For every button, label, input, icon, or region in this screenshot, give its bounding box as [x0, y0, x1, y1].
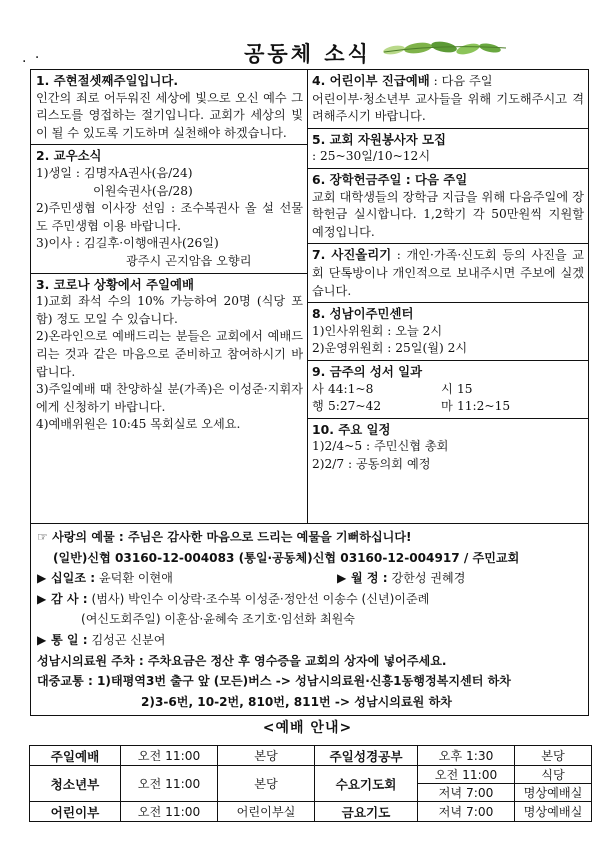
thanks-names: (범사) 박인수 이상락·조수복 이성준·정안선 이송수 (신년)이준례 — [91, 591, 430, 606]
worship-guide-title: <예배 안내> — [262, 720, 353, 736]
section-heading: 8. 성남이주민센터 — [312, 306, 414, 322]
news-section-9 — [307, 360, 588, 418]
book-abbr: 행 — [312, 399, 324, 414]
service-time: 오후 1:30 — [418, 746, 515, 766]
news-section-3 — [31, 273, 307, 436]
pointing-hand-icon: ☞ — [37, 530, 48, 544]
news-section-4 — [307, 70, 588, 128]
offering-love-text: 사랑의 예물 : 주님은 감사한 마음으로 드리는 예물을 기뻐하십니다! — [52, 530, 412, 544]
section-heading: 9. 금주의 성서 일과 — [312, 363, 423, 379]
transit-label: 대중교통 : — [37, 674, 93, 689]
section-heading: 3. 코로나 상황에서 주일예배 — [36, 276, 194, 292]
news-section-1 — [31, 70, 307, 144]
unity-label: 통 일 : — [51, 632, 88, 647]
leaf-decoration-icon — [380, 36, 510, 60]
transit-route-1: 1)태평역3번 출구 앞 (모든)버스 -> 성남시의료원·신흥1동행정복지센터 하차 — [97, 674, 511, 689]
news-section-5 — [307, 128, 588, 168]
section-body: 교회 대학생들의 장학금 지급을 위해 다음주일에 장학헌금 실시합니다. 1,2학기 각 50만원씩 지원할 예정입니다. — [312, 189, 584, 239]
thanks-label: 감 사 : — [51, 591, 88, 606]
page-title: 공동체 소식 — [244, 42, 371, 66]
service-place: 본당 — [515, 746, 592, 766]
verse-ref: 5:27~42 — [328, 399, 382, 414]
news-section-6 — [307, 168, 588, 243]
book-abbr: 마 — [441, 399, 453, 414]
table-row — [30, 746, 592, 766]
news-section-2 — [31, 144, 307, 272]
section-body: : 개인·가족·신도회 등의 사진을 교회 단톡방이나 개인적으로 보내주시면 주보에 실겠습니다. — [312, 248, 584, 298]
service-place: 어린이부실 — [218, 802, 315, 822]
table-row — [30, 766, 592, 784]
triangle-bullet-icon: ▶ — [37, 632, 47, 647]
service-time: 오전 11:00 — [121, 802, 218, 822]
service-time: 저녁 7:00 — [418, 784, 515, 802]
service-place: 본당 — [218, 746, 315, 766]
verse-ref: 15 — [457, 381, 473, 396]
section-line: 광주시 곤지암읍 오향리 — [126, 253, 252, 268]
section-heading: 5. 교회 자원봉사자 모집 — [312, 131, 446, 147]
header-dots: . · — [22, 50, 42, 66]
thanks-names-2: (여신도회주일) 이훈삼·윤혜숙 조기호·임선화 최원숙 — [81, 612, 355, 627]
worship-schedule-table — [29, 745, 592, 822]
news-right-column — [307, 70, 588, 523]
parking-notice: 성남시의료원 주차 : 주차요금은 정산 후 영수증을 교회의 상자에 넣어주세요. — [37, 653, 447, 668]
section-line: 1)교회 좌석 수의 10% 가능하여 20명 (식당 포함) 정도 모일 수 있습니다. — [36, 294, 303, 326]
tithe-label: 십일조 : — [51, 571, 96, 586]
service-name: 수요기도회 — [315, 766, 418, 802]
section-line: 1)인사위원회 : 오늘 2시 — [312, 323, 443, 338]
bank-accounts: (일반)신협 03160-12-004083 (통일·공동체)신협 03160-12-004917 / 주민교회 — [53, 550, 520, 565]
service-name: 어린이부 — [30, 802, 121, 822]
verse-ref: 11:2~15 — [457, 399, 511, 414]
unity-names: 김성곤 신분여 — [91, 632, 166, 647]
section-line: 2)2/7 : 공동의회 예정 — [312, 456, 431, 471]
news-section-7 — [307, 243, 588, 302]
section-line: 3)주일예배 때 찬양하실 분(가족)은 이성준·지휘자에게 신청하기 바랍니다. — [36, 382, 303, 414]
section-body: : 25~30일/10~12시 — [312, 149, 431, 164]
triangle-bullet-icon: ▶ — [37, 571, 47, 586]
service-time: 오전 11:00 — [121, 766, 218, 802]
section-line: 3)이사 : 김길후·이행애권사(26일) — [36, 236, 219, 251]
news-left-column — [31, 70, 308, 523]
lectionary-row — [312, 381, 584, 399]
section-heading: 2. 교우소식 — [36, 148, 102, 164]
offering-love-line — [37, 527, 582, 548]
section-line: 1)생일 : 김명자A권사(음/24) — [36, 165, 193, 180]
news-box — [30, 69, 589, 524]
transit-route-2: 2)3-6번, 10-2번, 810번, 811번 -> 성남시의료원 하차 — [141, 694, 452, 709]
lectionary-row — [312, 398, 584, 416]
service-place: 명상예배실 — [515, 784, 592, 802]
section-heading-rest: : 다음 주일 — [429, 74, 493, 88]
section-line: 1)2/4~5 : 주민신협 총회 — [312, 439, 449, 454]
service-time: 오전 11:00 — [418, 766, 515, 784]
section-body: 인간의 죄로 어두워진 세상에 빛으로 오신 예수 그리스도를 영접하는 절기입니다. 교회가 세상의 빛이 될 수 있도록 기도하며 실천해야 하겠습니다. — [36, 90, 303, 140]
triangle-bullet-icon: ▶ — [37, 591, 47, 606]
section-heading: 4. 어린이부 진급예배 — [312, 73, 430, 88]
monthly-names: 강한성 권혜경 — [391, 571, 466, 586]
section-heading: 10. 주요 일정 — [312, 421, 391, 437]
book-abbr: 사 — [312, 381, 324, 396]
tithe-line — [37, 568, 582, 589]
section-line: 이원숙권사(음/28) — [93, 183, 193, 198]
section-heading: 7. 사진올리기 — [312, 247, 392, 263]
service-place: 본당 — [218, 766, 315, 802]
service-time: 저녁 7:00 — [418, 802, 515, 822]
transit-line-1 — [37, 671, 582, 692]
unity-line — [37, 630, 582, 651]
service-time: 오전 11:00 — [121, 746, 218, 766]
service-name: 주일예배 — [30, 746, 121, 766]
service-place: 명상예배실 — [515, 802, 592, 822]
section-line: 2)온라인으로 예배드리는 분들은 교회에서 예배드리는 것과 같은 마음으로 준비하고 참여하시기 바랍니다. — [36, 329, 303, 379]
section-heading: 1. 주현절셋째주일입니다. — [36, 73, 179, 88]
book-abbr: 시 — [441, 381, 453, 396]
section-heading: 6. 장학헌금주일 : 다음 주일 — [312, 171, 468, 187]
section-line: 2)주민생협 이사장 선임 : 조수복권사 올 설 선물도 주민생협 이용 바랍니다. — [36, 201, 303, 233]
service-name: 주일성경공부 — [315, 746, 418, 766]
tithe-names: 윤덕환 이현애 — [98, 571, 173, 586]
section-body: 어린이부·청소년부 교사들을 위해 기도해주시고 격려해주시기 바랍니다. — [312, 91, 584, 124]
verse-ref: 44:1~8 — [328, 381, 374, 396]
offering-box — [30, 524, 589, 716]
triangle-bullet-icon: ▶ — [337, 571, 347, 586]
section-line: 4)예배위원은 10:45 목회실로 오세요. — [36, 417, 241, 432]
section-line: 2)운영위원회 : 25일(월) 2시 — [312, 341, 468, 356]
news-section-10 — [307, 418, 588, 476]
table-row — [30, 802, 592, 822]
service-place: 식당 — [515, 766, 592, 784]
news-section-8 — [307, 302, 588, 360]
thanks-line — [37, 589, 582, 610]
service-name: 금요기도 — [315, 802, 418, 822]
service-name: 청소년부 — [30, 766, 121, 802]
monthly-label: 월 정 : — [351, 571, 388, 586]
